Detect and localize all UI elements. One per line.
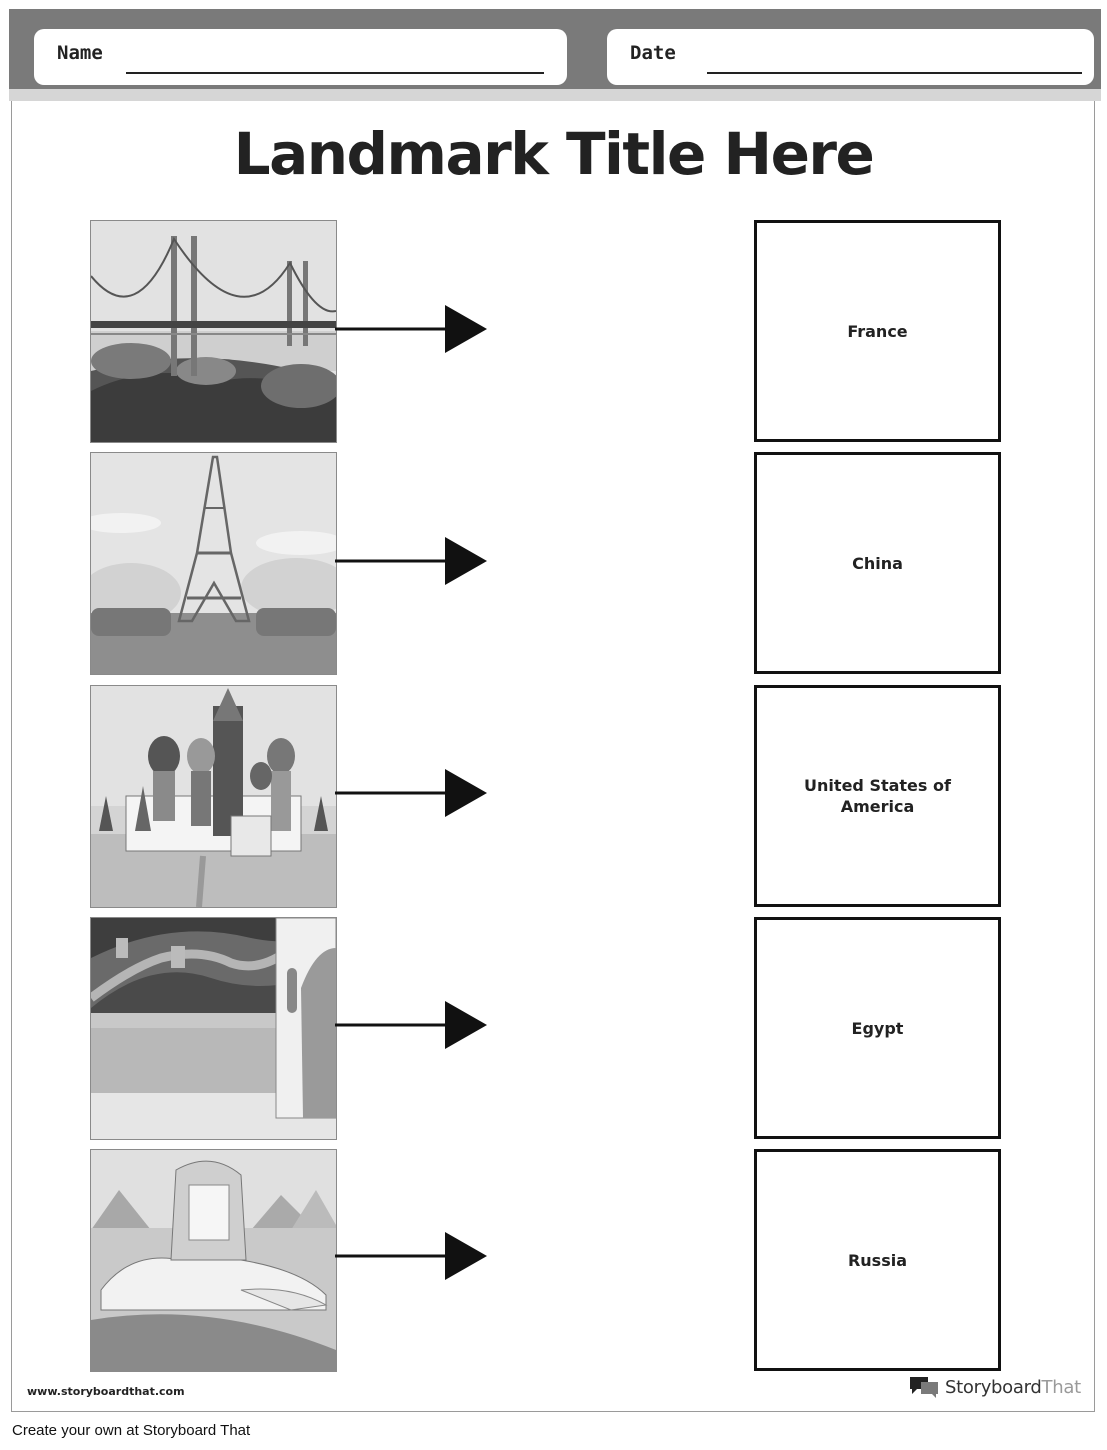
answer-label-2: China [852, 553, 903, 573]
row-3-arrow [335, 768, 487, 818]
speech-bubbles-icon [908, 1375, 940, 1399]
answer-box-3[interactable] [754, 685, 1001, 907]
date-write-line[interactable] [707, 72, 1082, 74]
name-field[interactable] [34, 29, 567, 85]
brand-word-storyboard: Storyboard [945, 1376, 1042, 1398]
answer-box-5[interactable] [754, 1149, 1001, 1371]
answer-box-2[interactable] [754, 452, 1001, 674]
storyboard-credit-link[interactable]: Create your own at Storyboard That [12, 1422, 251, 1439]
row-2-arrow [335, 536, 487, 586]
brand-wordmark [945, 1377, 1081, 1398]
date-field[interactable] [607, 29, 1094, 85]
brand-word-that: That [1041, 1376, 1081, 1398]
footer-url[interactable]: www.storyboardthat.com [27, 1385, 185, 1398]
header-band [9, 9, 1101, 89]
st-basils-cathedral-image [90, 685, 337, 908]
answer-label-3: United States of America [804, 776, 951, 816]
answer-label-1: France [847, 321, 908, 341]
answer-label-5: Russia [847, 1250, 908, 1270]
great-wall-of-china-image [90, 917, 337, 1140]
answer-box-1[interactable] [754, 220, 1001, 442]
date-label: Date [630, 42, 676, 64]
row-4-arrow [335, 1000, 487, 1050]
answer-label-4: Egypt [851, 1018, 904, 1038]
name-write-line[interactable] [126, 72, 544, 74]
row-1-arrow [335, 304, 487, 354]
great-sphinx-image [90, 1149, 337, 1372]
worksheet-title: Landmark Title Here [233, 120, 874, 188]
golden-gate-bridge-image [90, 220, 337, 443]
eiffel-tower-image [90, 452, 337, 675]
storyboardthat-logo[interactable] [908, 1374, 1081, 1400]
answer-box-4[interactable] [754, 917, 1001, 1139]
name-label: Name [57, 42, 103, 64]
header-strip [9, 89, 1101, 101]
row-5-arrow [335, 1231, 487, 1281]
